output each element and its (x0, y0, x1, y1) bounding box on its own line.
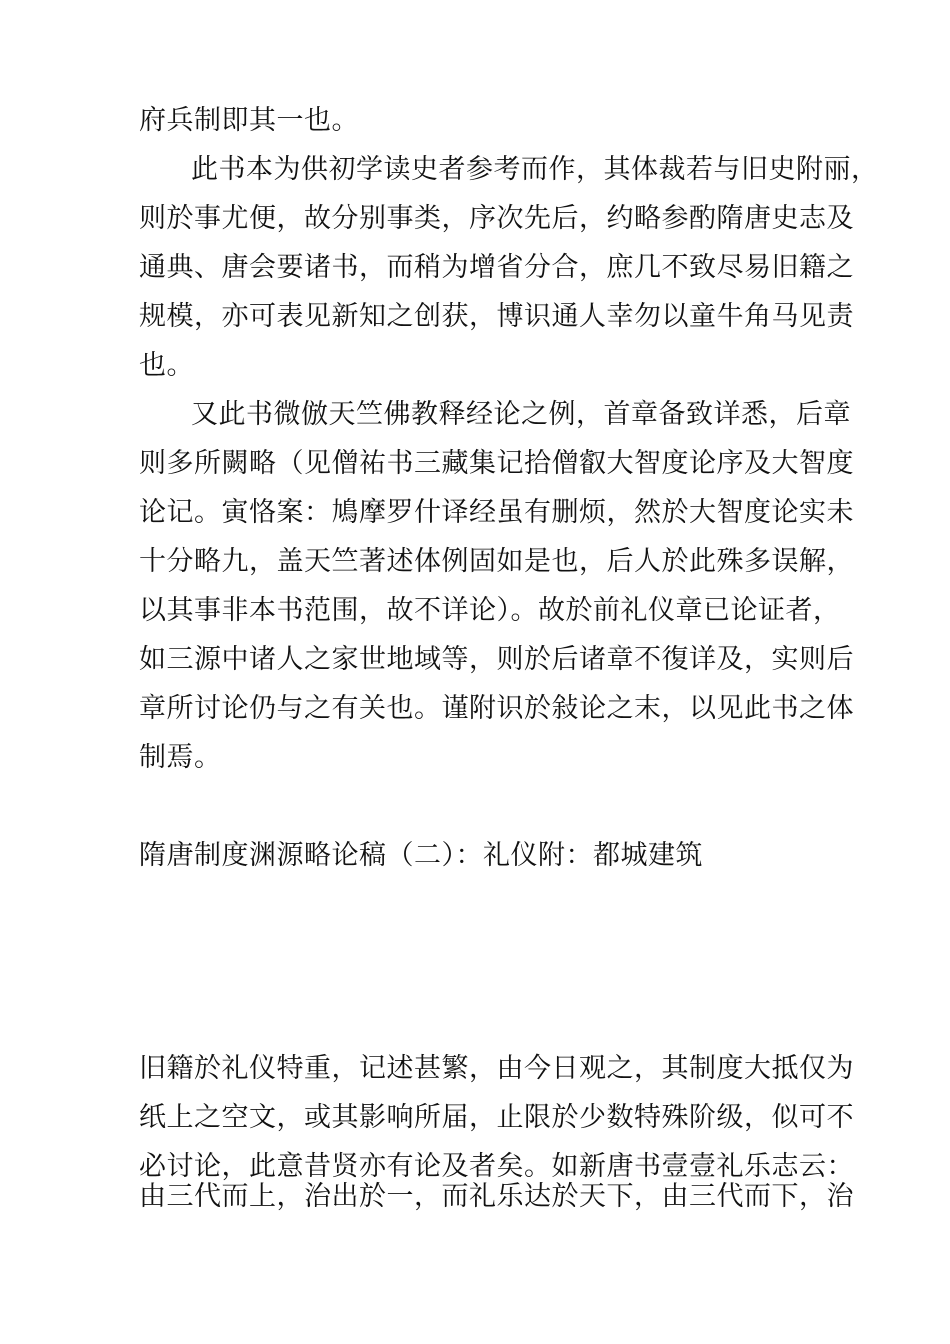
text-line: 此书本为供初学读史者参考而作，其体裁若与旧史附丽， (191, 154, 879, 185)
text-line: 论记。寅恪案：鳩摩罗什译经虽有删烦，然於大智度论实未 (139, 497, 854, 528)
text-line: 旧籍於礼仪特重，记述甚繁，由今日观之，其制度大抵仅为 (139, 1053, 854, 1084)
section-heading: 隋唐制度渊源略论稿（二）：礼仪附：都城建筑 (139, 840, 703, 871)
text-line: 由三代而上，治出於一，而礼乐达於天下，由三代而下，治 (139, 1181, 854, 1212)
text-line: 纸上之空文，或其影响所届，止限於少数特殊阶级，似可不 (139, 1102, 854, 1133)
text-line: 以其事非本书范围，故不详论）。故於前礼仪章已论证者， (139, 595, 841, 626)
text-line: 则多所闕略（见僧祐书三藏集记拾僧叡大智度论序及大智度 (139, 448, 854, 479)
text-line: 必讨论，此意昔贤亦有论及者矣。如新唐书壹壹礼乐志云： (139, 1151, 854, 1182)
text-line: 制焉。 (139, 742, 222, 773)
text-line: 通典、唐会要诸书，而稍为增省分合，庶几不致尽易旧籍之 (139, 252, 854, 283)
text-line: 也。 (139, 350, 194, 381)
text-line: 章所讨论仍与之有关也。谨附识於敍论之末，以见此书之体 (139, 693, 854, 724)
text-line: 如三源中诸人之家世地域等，则於后诸章不復详及，实则后 (139, 644, 854, 675)
text-line: 规模，亦可表见新知之创获，博识通人幸勿以童牛角马见责 (139, 301, 854, 332)
text-line: 则於事尤便，故分别事类，序次先后，约略参酌隋唐史志及 (139, 203, 854, 234)
text-line: 又此书微倣天竺佛教释经论之例，首章备致详悉，后章 (191, 399, 851, 430)
text-line: 十分略九，盖天竺著述体例固如是也，后人於此殊多误解， (139, 546, 854, 577)
text-line: 府兵制即其一也。 (139, 105, 359, 136)
